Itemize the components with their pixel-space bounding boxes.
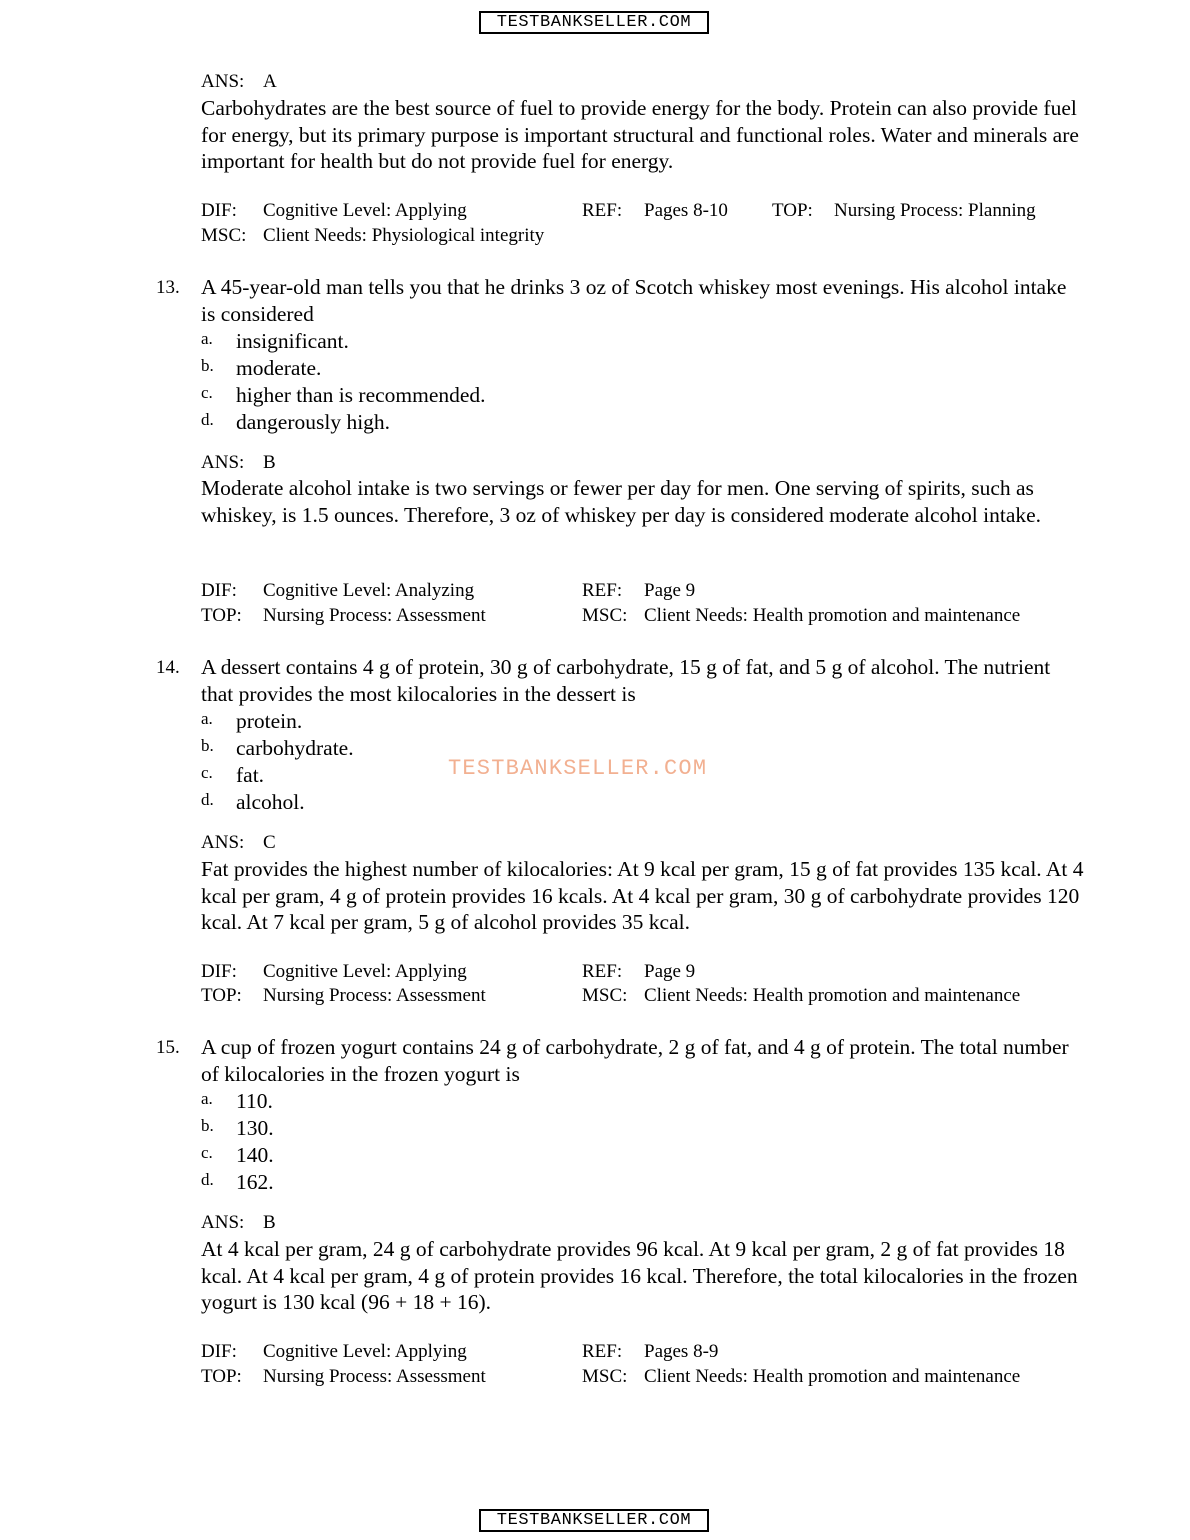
option-a: a. 110.: [201, 1089, 273, 1113]
q14-msc: MSC: Client Needs: Health promotion and maintenance: [582, 985, 1021, 1006]
question-number: 15.: [156, 1037, 180, 1058]
answer-label: ANS:: [201, 1212, 245, 1233]
footer-site-box: TESTBANKSELLER.COM: [479, 1509, 709, 1532]
watermark: TESTBANKSELLER.COM: [448, 756, 708, 781]
q13-answer: [201, 452, 276, 474]
q15-dif: DIF: Cognitive Level: Applying: [201, 1341, 467, 1362]
answer-label: ANS:: [201, 71, 245, 92]
option-a: a. insignificant.: [201, 329, 349, 353]
q13-dif: DIF: Cognitive Level: Analyzing: [201, 580, 475, 601]
q15-rationale: At 4 kcal per gram, 24 g of carbohydrate provides 96 kcal. At 9 kcal per gram, 2 g of fat provides 18 kcal. At 4 kcal per gram, 4 g of protein provides 16 kcal. Therefore, the total kilocalories in the frozen yogurt is 130 kcal (96 + 18 + 16).: [201, 1237, 1078, 1315]
answer-value: B: [263, 452, 276, 473]
q14-answer: [201, 832, 276, 854]
answer-value: C: [263, 832, 276, 853]
q12-ref: REF: Pages 8-10: [582, 200, 728, 221]
answer-label: ANS:: [201, 452, 245, 473]
option-b: b. 130.: [201, 1116, 274, 1140]
option-b: b. moderate.: [201, 356, 322, 380]
question-number: 13.: [156, 277, 180, 298]
option-d: d. 162.: [201, 1170, 274, 1194]
q14-rationale: Fat provides the highest number of kilocalories: At 9 kcal per gram, 15 g of fat provides 135 kcal. At 4 kcal per gram, 4 g of protein provides 16 kcals. At 4 kcal per gram, 30 g of carbohydrate provides 120 kcal. At 7 kcal per gram, 5 g of alcohol provides 35 kcal.: [201, 857, 1084, 935]
q15-top: TOP: Nursing Process: Assessment: [201, 1366, 486, 1387]
q15-answer: [201, 1212, 276, 1234]
answer-value: B: [263, 1212, 276, 1233]
q12-top: TOP: Nursing Process: Planning: [772, 200, 1036, 221]
option-b: b. carbohydrate.: [201, 736, 354, 760]
q13-msc: MSC: Client Needs: Health promotion and maintenance: [582, 605, 1021, 626]
header-site-box: TESTBANKSELLER.COM: [479, 11, 709, 34]
q15-ref: REF: Pages 8-9: [582, 1341, 719, 1362]
q15-msc: MSC: Client Needs: Health promotion and maintenance: [582, 1366, 1021, 1387]
q13-rationale: Moderate alcohol intake is two servings or fewer per day for men. One serving of spirits, such as whiskey, is 1.5 ounces. Therefore, 3 oz of whiskey per day is considered moderate alcohol intake.: [201, 476, 1042, 527]
question-number: 14.: [156, 657, 180, 678]
option-a: a. protein.: [201, 709, 303, 733]
q12-dif: DIF: Cognitive Level: Applying: [201, 200, 467, 221]
option-c: c. fat.: [201, 763, 265, 787]
option-d: d. alcohol.: [201, 790, 305, 814]
question-stem: A 45-year-old man tells you that he drinks 3 oz of Scotch whiskey most evenings. His alcohol intake is considered: [201, 275, 1067, 326]
question-stem: A cup of frozen yogurt contains 24 g of carbohydrate, 2 g of fat, and 4 g of protein. The total number of kilocalories in the frozen yogurt is: [201, 1035, 1069, 1086]
q12-answer: [201, 71, 277, 93]
option-d: d. dangerously high.: [201, 410, 391, 434]
option-c: c. higher than is recommended.: [201, 383, 486, 407]
answer-label: ANS:: [201, 832, 245, 853]
q14-ref: REF: Page 9: [582, 961, 696, 982]
answer-value: A: [263, 71, 277, 92]
q14-dif: DIF: Cognitive Level: Applying: [201, 961, 467, 982]
q12-msc: MSC: Client Needs: Physiological integrity: [201, 225, 545, 246]
q12-rationale: Carbohydrates are the best source of fuel to provide energy for the body. Protein can also provide fuel for energy, but its primary purpose is important structural and functional roles. Water and minerals are important for health but do not provide fuel for energy.: [201, 96, 1079, 174]
q14-top: TOP: Nursing Process: Assessment: [201, 985, 486, 1006]
q13-ref: REF: Page 9: [582, 580, 696, 601]
option-c: c. 140.: [201, 1143, 274, 1167]
question-stem: A dessert contains 4 g of protein, 30 g of carbohydrate, 15 g of fat, and 5 g of alcohol. The nutrient that provides the most kilocalories in the dessert is: [201, 655, 1051, 706]
q13-top: TOP: Nursing Process: Assessment: [201, 605, 486, 626]
